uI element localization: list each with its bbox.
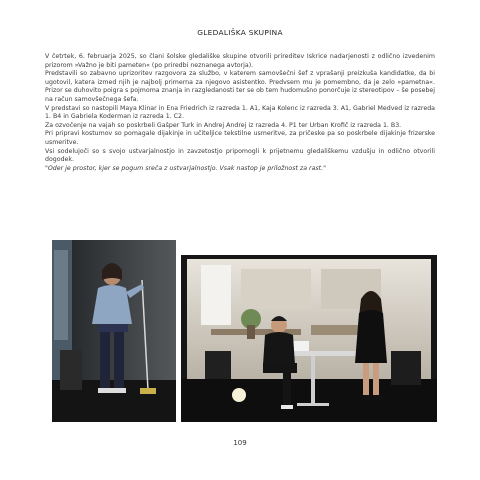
article-body	[45, 53, 435, 173]
page-number: 109	[233, 439, 247, 447]
closing-quote: "Oder je prostor, kjer se pogum sreča z ustvarjalnostjo. Vsak nastop je priložnost za rast."	[45, 164, 326, 172]
page-title: GLEDALIŠKA SKUPINA	[197, 28, 283, 37]
paragraph-intro: V četrtek, 6. februarja 2025, so člani šolske gledališke skupine otvorili prireditev Iskrice nadarjenosti z odlično izvedenim prizorom »Važno je biti pameten« (po priredbi neznanega avtorja).	[45, 53, 435, 69]
stage-photo-left	[52, 240, 176, 422]
paragraph-cast: V predstavi so nastopili Maya Klinar in Ena Friedrich iz razreda 1. A1, Kaja Kolenc iz razreda 3. A1, Gabriel Medved iz razreda 1. B4 in Gabriela Koderman iz razreda 1. C2.	[45, 104, 435, 121]
stage-photo-left-image	[52, 240, 176, 422]
stage-photo-right	[181, 255, 437, 422]
paragraph-sound: Za ozvočenje na vajah so poskrbeli Gašper Turk in Andrej Andrej iz razreda 4. P1 ter Urban Krofič iz razreda 1. B3.	[45, 121, 402, 129]
stage-photo-right-image	[181, 255, 437, 422]
paragraph-costumes: Pri pripravi kostumov so pomagale dijakinje in učiteljice tekstilne usmeritve, za pričeske pa so poskrbele dijakinje frizerske usmeritve.	[45, 130, 435, 146]
paragraph-closing: Vsi sodelujoči so s svojo ustvarjalnostjo in zavzetostjo pripomogli k prijetnemu gledališkemu vzdušju in odlično otvorili dogodek.	[45, 147, 435, 164]
paragraph-plot: Predstavili so zabavno uprizoritev razgovora za službo, v katerem samovšečni šef z vprašanji preizkuša kandidatke, da bi ugotovil, katera izmed njih je najbolj primerna za njegovo asistentko. Predvsem mu je pomembno, da je zelo »pametna«. Prizor se duhovito poigra s pojmoma znanja in razgledanosti ter se ob tem hudomušno ponorčuje iz stereotipov – še posebej na račun samovšečnega šefa.	[45, 70, 435, 103]
